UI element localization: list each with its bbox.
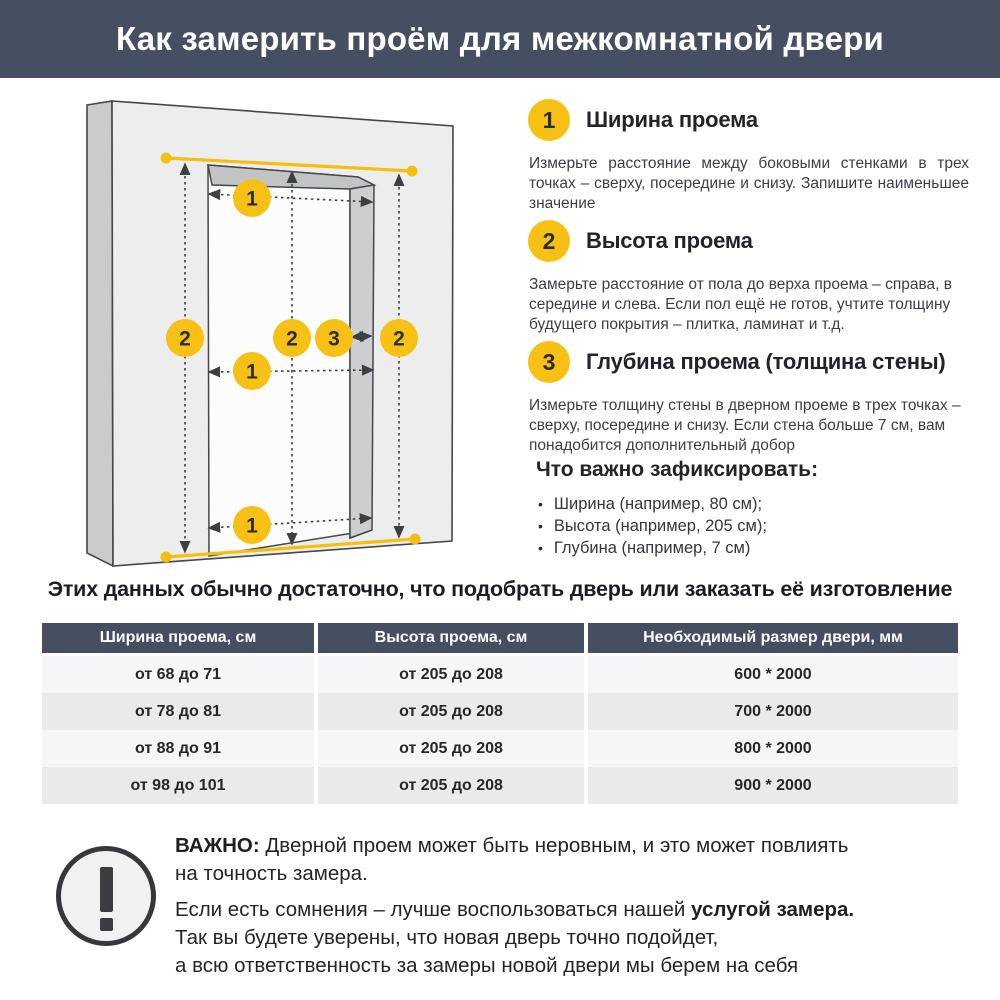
marker-width-top-label: 1 (246, 187, 258, 211)
table-cell: 700 * 2000 (588, 693, 958, 730)
checklist-item-height (538, 515, 970, 537)
step-width-number: 1 (542, 106, 556, 133)
table-cell: от 205 до 208 (318, 767, 584, 804)
notice-text (175, 832, 975, 980)
step-height (528, 220, 970, 335)
bullet-icon: • (538, 540, 543, 556)
table-cell: от 68 до 71 (42, 656, 314, 693)
level-dot-icon (161, 552, 172, 563)
checklist-item-depth (538, 537, 970, 559)
exclamation-icon (56, 846, 156, 946)
step-width (528, 99, 970, 214)
level-dot-icon (407, 166, 418, 177)
table-header-door-size: Необходимый размер двери, мм (588, 623, 958, 653)
marker-height-center-label: 2 (286, 327, 298, 351)
page-title: Как замерить проём для межкомнатной двери (116, 20, 884, 57)
bullet-icon: • (538, 496, 543, 512)
step-depth-number-badge (528, 341, 570, 383)
step-height-title: Высота проема (586, 228, 753, 253)
notice-line (175, 832, 975, 860)
opening-interior (208, 165, 374, 556)
table-header-row (42, 623, 958, 653)
summary-statement: Этих данных обычно достаточно, что подобрать дверь или заказать её изготовление (47, 577, 953, 601)
step-depth-description: Измерьте толщину стены в дверном проеме в трех точках – сверху, посередине и снизу. Если стена больше 7 см, вам понадобится дополнительный добор (529, 397, 961, 454)
door-size-table (42, 623, 958, 804)
checklist-items (538, 493, 970, 559)
table-row (42, 730, 958, 767)
table-row (42, 656, 958, 693)
wall-side-face (87, 101, 113, 566)
level-dot-icon (161, 153, 172, 164)
notice-measure-service-label: услугой замера. (691, 898, 855, 921)
table-header-height: Высота проема, см (318, 623, 584, 653)
marker-width-bottom-label: 1 (246, 514, 258, 538)
table-header-width: Ширина проема, см (42, 623, 314, 653)
step-depth-number: 3 (542, 348, 556, 375)
marker-height-right-label: 2 (393, 327, 405, 351)
table-cell: от 205 до 208 (318, 730, 584, 767)
notice-line3-text: Если есть сомнения – лучше воспользоваться нашей (175, 898, 686, 921)
step-depth-title: Глубина проема (толщина стены) (586, 349, 946, 374)
step-width-description: Измерьте расстояние между боковыми стенками в трех точках – сверху, посередине и снизу. Запишите наименьшее значение (529, 155, 969, 212)
step-height-number: 2 (542, 227, 556, 254)
step-width-number-badge (528, 99, 570, 141)
exclamation-bar (100, 867, 113, 912)
table-cell: 800 * 2000 (588, 730, 958, 767)
step-depth (528, 341, 970, 456)
table-row (42, 767, 958, 804)
table-cell: от 98 до 101 (42, 767, 314, 804)
notice-line: Так вы будете уверены, что новая дверь точно подойдет, (175, 926, 719, 949)
notice-line: на точность замера. (175, 862, 368, 885)
table-cell: от 205 до 208 (318, 693, 584, 730)
notice-line: а всю ответственность за замеры новой двери мы берем на себя (175, 954, 799, 977)
notice-line (175, 896, 975, 924)
notice-line1-text: Дверной проем может быть неровным, и это может повлиять (265, 834, 849, 857)
marker-width-middle-label: 1 (246, 360, 258, 384)
step-height-description: Замерьте расстояние от пола до верха проема – справа, в середине и слева. Если пол ещё не готов, учтите толщину будущего покрытия – плитка, ламинат и т.д. (529, 276, 953, 333)
step-width-title: Ширина проема (586, 107, 758, 132)
marker-height-left-label: 2 (179, 327, 191, 351)
door-measurement-diagram (55, 88, 520, 580)
table-cell: 900 * 2000 (588, 767, 958, 804)
table-cell: от 78 до 81 (42, 693, 314, 730)
notice-important-label: ВАЖНО: (175, 834, 260, 857)
checklist-item-depth-text: Глубина (например, 7 см) (553, 539, 751, 557)
checklist-item-width-text: Ширина (например, 80 см); (553, 495, 763, 513)
level-dot-icon (410, 534, 421, 545)
bullet-icon: • (538, 518, 543, 534)
table-row (42, 693, 958, 730)
header-bar (0, 0, 1000, 78)
step-height-number-badge (528, 220, 570, 262)
checklist-item-width (538, 493, 970, 515)
opening-right-reveal (350, 185, 374, 538)
checklist (536, 458, 970, 559)
table-cell: от 88 до 91 (42, 730, 314, 767)
table-cell: 600 * 2000 (588, 656, 958, 693)
marker-depth-label: 3 (328, 327, 340, 351)
exclamation-dot (100, 918, 113, 931)
checklist-item-height-text: Высота (например, 205 см); (553, 517, 767, 535)
checklist-title: Что важно зафиксировать: (536, 458, 819, 481)
table-cell: от 205 до 208 (318, 656, 584, 693)
